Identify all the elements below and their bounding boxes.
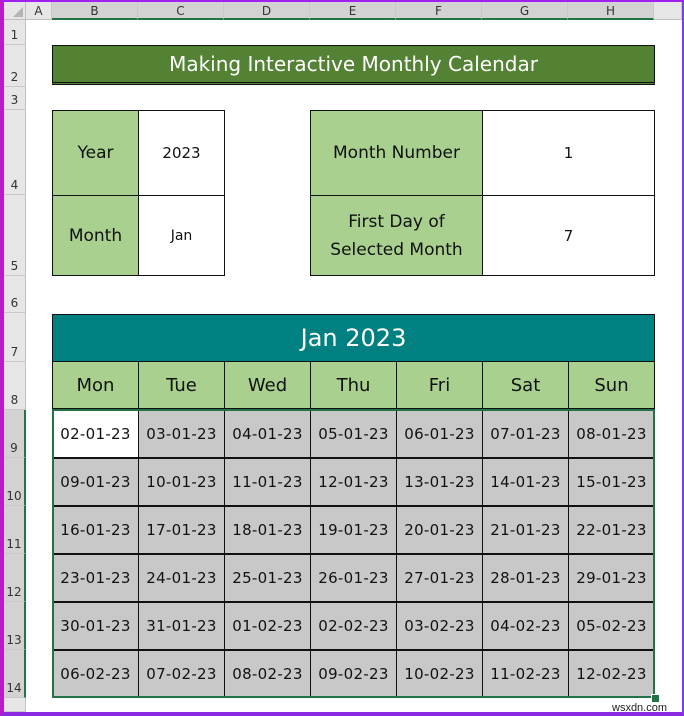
date-cell[interactable]: 20-01-23 <box>396 506 483 554</box>
date-cell[interactable]: 02-02-23 <box>310 602 397 650</box>
row-header-11[interactable]: 11 <box>4 506 26 554</box>
date-cell[interactable]: 25-01-23 <box>224 554 311 602</box>
row-header-14[interactable]: 14 <box>4 650 26 698</box>
date-cell[interactable]: 04-01-23 <box>224 410 311 458</box>
column-header-h[interactable]: H <box>568 2 654 20</box>
date-cell[interactable]: 11-02-23 <box>482 650 569 698</box>
date-cell[interactable]: 31-01-23 <box>138 602 225 650</box>
date-cell[interactable]: 03-01-23 <box>138 410 225 458</box>
day-header-wed: Wed <box>224 361 311 409</box>
row-header-2[interactable]: 2 <box>4 45 26 87</box>
select-all-corner[interactable] <box>4 2 26 20</box>
first-day-value[interactable]: 7 <box>482 195 655 276</box>
first-day-label <box>310 195 483 276</box>
date-cell[interactable]: 17-01-23 <box>138 506 225 554</box>
row-header-13[interactable]: 13 <box>4 602 26 650</box>
row-header-4[interactable]: 4 <box>4 110 26 195</box>
year-input[interactable]: 2023 <box>138 110 225 196</box>
date-cell[interactable]: 28-01-23 <box>482 554 569 602</box>
date-cell[interactable]: 08-01-23 <box>568 410 655 458</box>
date-cell[interactable]: 22-01-23 <box>568 506 655 554</box>
date-cell[interactable]: 11-01-23 <box>224 458 311 506</box>
first-day-label-line2: Selected Month <box>330 239 463 260</box>
date-cell[interactable]: 07-01-23 <box>482 410 569 458</box>
date-cell[interactable]: 10-02-23 <box>396 650 483 698</box>
date-cell[interactable]: 07-02-23 <box>138 650 225 698</box>
column-header-e[interactable]: E <box>310 2 396 20</box>
month-dropdown[interactable]: Jan <box>138 195 225 276</box>
date-cell[interactable]: 06-01-23 <box>396 410 483 458</box>
date-cell[interactable]: 13-01-23 <box>396 458 483 506</box>
column-header-c[interactable]: C <box>138 2 224 20</box>
date-cell[interactable]: 21-01-23 <box>482 506 569 554</box>
column-header-d[interactable]: D <box>224 2 310 20</box>
day-header-tue: Tue <box>138 361 225 409</box>
row-header-15[interactable] <box>4 698 26 712</box>
first-day-label-line1: First Day of <box>348 211 445 232</box>
month-number-value[interactable]: 1 <box>482 110 655 196</box>
row-header-10[interactable]: 10 <box>4 458 26 506</box>
date-cell[interactable]: 29-01-23 <box>568 554 655 602</box>
row-header-8[interactable]: 8 <box>4 362 26 410</box>
column-header-a[interactable]: A <box>26 2 52 20</box>
row-header-9[interactable]: 9 <box>4 410 26 458</box>
date-cell[interactable]: 26-01-23 <box>310 554 397 602</box>
day-header-mon: Mon <box>52 361 139 409</box>
date-cell[interactable]: 27-01-23 <box>396 554 483 602</box>
row-header-7[interactable]: 7 <box>4 313 26 362</box>
row-header-5[interactable]: 5 <box>4 195 26 276</box>
column-header-g[interactable]: G <box>482 2 568 20</box>
day-header-fri: Fri <box>396 361 483 409</box>
date-cell[interactable]: 10-01-23 <box>138 458 225 506</box>
row-header-3[interactable]: 3 <box>4 87 26 110</box>
month-label: Month <box>52 195 139 276</box>
date-cell[interactable]: 05-01-23 <box>310 410 397 458</box>
date-cell[interactable]: 09-02-23 <box>310 650 397 698</box>
date-cell[interactable]: 30-01-23 <box>52 602 139 650</box>
watermark: wsxdn.com <box>612 702 668 714</box>
date-cell[interactable]: 19-01-23 <box>310 506 397 554</box>
day-header-sun: Sun <box>568 361 655 409</box>
date-cell[interactable]: 16-01-23 <box>52 506 139 554</box>
column-header-f[interactable]: F <box>396 2 482 20</box>
date-cell[interactable]: 02-01-23 <box>52 410 139 458</box>
column-header-i[interactable] <box>654 2 682 20</box>
date-cell[interactable]: 01-02-23 <box>224 602 311 650</box>
calendar-header: Jan 2023 <box>52 314 655 362</box>
page-title: Making Interactive Monthly Calendar <box>52 45 655 85</box>
date-cell[interactable]: 12-01-23 <box>310 458 397 506</box>
date-cell[interactable]: 04-02-23 <box>482 602 569 650</box>
date-cell[interactable]: 09-01-23 <box>52 458 139 506</box>
date-cell[interactable]: 15-01-23 <box>568 458 655 506</box>
date-cell[interactable]: 08-02-23 <box>224 650 311 698</box>
month-number-label: Month Number <box>310 110 483 196</box>
date-cell[interactable]: 14-01-23 <box>482 458 569 506</box>
date-cell[interactable]: 23-01-23 <box>52 554 139 602</box>
row-header-1[interactable]: 1 <box>4 20 26 45</box>
column-header-b[interactable]: B <box>52 2 138 20</box>
day-header-sat: Sat <box>482 361 569 409</box>
row-header-6[interactable]: 6 <box>4 276 26 313</box>
date-cell[interactable]: 03-02-23 <box>396 602 483 650</box>
date-cell[interactable]: 24-01-23 <box>138 554 225 602</box>
date-cell[interactable]: 06-02-23 <box>52 650 139 698</box>
day-header-thu: Thu <box>310 361 397 409</box>
date-cell[interactable]: 05-02-23 <box>568 602 655 650</box>
year-label: Year <box>52 110 139 196</box>
date-cell[interactable]: 18-01-23 <box>224 506 311 554</box>
date-cell[interactable]: 12-02-23 <box>568 650 655 698</box>
row-header-12[interactable]: 12 <box>4 554 26 602</box>
